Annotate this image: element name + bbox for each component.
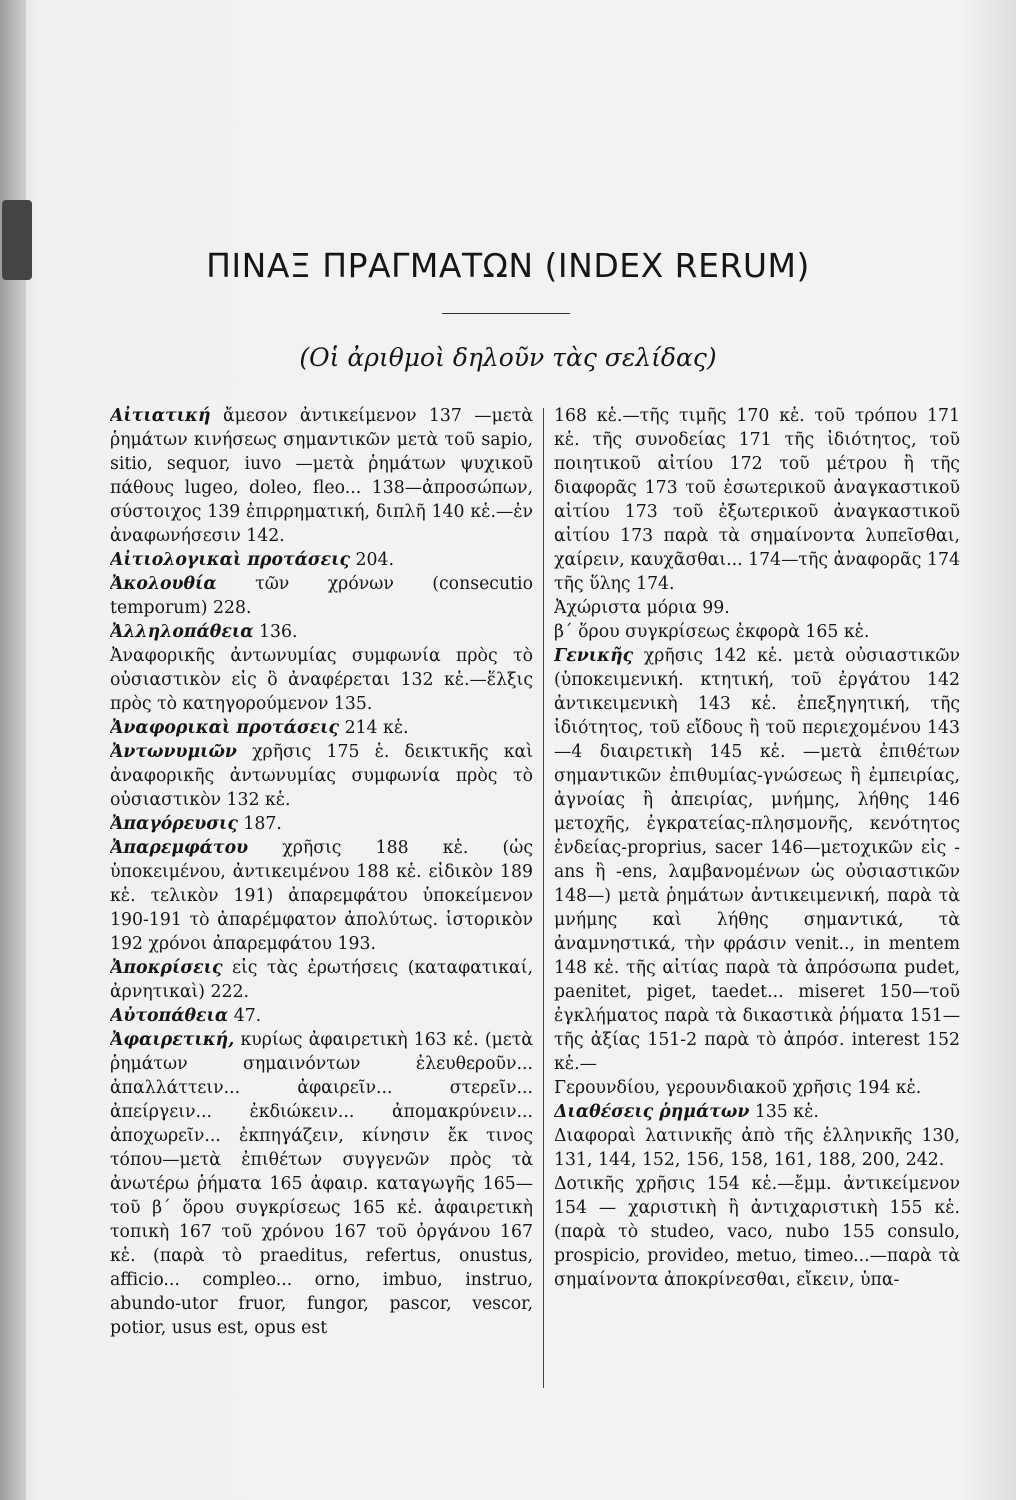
entry-headword: Ἀποκρίσεις	[110, 958, 223, 978]
entry-text: β΄ ὅρου συγκρίσεως ἐκφορὰ 165 κἑ.	[554, 622, 870, 642]
title-divider	[442, 313, 570, 314]
entry-text: εἰς τὰς ἐρωτήσεις (καταφατικαί, ἀρνητικαὶ) 222.	[110, 958, 533, 1002]
entry-text: ἄμεσον ἀντικείμενον 137 —μετὰ ῥημάτων κινήσεως σημαντικῶν μετὰ τοῦ sapio, sitio, sequor, iuvo —μετὰ ῥημάτων ψυχικοῦ πάθους lugeo, doleo, fleo... 138—ἀπροσώπων, σύστοιχος 139 ἐπιρρηματική, διπλῆ 140 κἑ.—ἐν ἀναφωνήσεσιν 142.	[110, 406, 533, 546]
entry-text: χρῆσις 188 κἑ. (ὡς ὑποκειμένου, ἀντικειμένου 188 κἑ. εἰδικὸν 189 κἑ. τελικὸν 191) ἀπαρεμφάτου ὑποκείμενον 190-191 τὸ ἀπαρέμφατον ἀπολύτως. ἱστορικὸν 192 χρόνοι ἀπαρεμφάτου 193.	[110, 838, 533, 954]
index-entry	[554, 1172, 960, 1292]
page-title: ΠΙΝΑΞ ΠΡΑΓΜΑΤΩΝ (INDEX RERUM)	[206, 246, 810, 285]
index-entry	[110, 812, 533, 836]
index-entry	[554, 1100, 960, 1124]
left-column	[110, 404, 533, 1394]
index-entry	[110, 956, 533, 1004]
entry-headword: Ἀκολουθία	[110, 574, 217, 594]
index-entry	[110, 548, 533, 572]
entry-text: Ἀχώριστα μόρια 99.	[554, 598, 730, 618]
entry-text: 135 κἑ.	[749, 1102, 819, 1122]
entry-headword: Γενικῆς	[554, 646, 634, 666]
right-column	[554, 404, 960, 1394]
entry-text: κυρίως ἀφαιρετικὴ 163 κἑ. (μετὰ ῥημάτων σημαινόντων ἐλευθεροῦν... ἀπαλλάττειν... ἀφαιρεῖν... στερεῖν... ἀπείργειν... ἐκδιώκειν... ἀπομακρύνειν... ἀποχωρεῖν... ἐκπηγάζειν, κίνησιν ἔκ τινος τόπου—μετὰ ἐπιθέτων συγγενῶν πρὸς τὰ ἀνωτέρω ῥήματα 165 ἀφαιρ. καταγωγῆς 165—τοῦ β΄ ὅρου συγκρίσεως 165 κἑ. ἀφαιρετικὴ τοπικὴ 167 τοῦ χρόνου 167 τοῦ ὀργάνου 167 κἑ. (παρὰ τὸ praeditus, refertus, onustus, afficio... compleo... orno, imbuo, instruo, abundo-utor fruor, fungor, pascor, vescor, potior, usus est, opus est	[110, 1030, 533, 1338]
entry-headword: Ἀντωνυμιῶν	[110, 742, 237, 762]
page-subtitle: (Οἱ ἀριθμοὶ δηλοῦν τὰς σελίδας)	[299, 343, 717, 372]
index-entry	[110, 836, 533, 956]
index-entry	[554, 644, 960, 1076]
entry-headword: Ἀφαιρετική,	[110, 1030, 235, 1050]
entry-text: 187.	[237, 814, 282, 834]
entry-headword: Αὐτοπάθεια	[110, 1006, 229, 1026]
entry-text: Ἀναφορικῆς ἀντωνυμίας συμφωνία πρὸς τὸ οὐσιαστικὸν εἰς ὃ ἀναφέρεται 132 κἑ.—ἕλξις πρὸς τὸ κατηγορούμενον 135.	[110, 646, 533, 714]
entry-text: χρῆσις 142 κἑ. μετὰ οὐσιαστικῶν (ὑποκειμενική. κτητική, τοῦ ἐργάτου 142 ἀντικειμενικὴ 143 κἑ. ἐπεξηγητική, τῆς ἰδιότητος, τοῦ εἴδους ἢ τοῦ περιεχομένου 143—4 διαιρετικὴ 145 κἑ. —μετὰ ἐπιθέτων σημαντικῶν ἐπιθυμίας-γνώσεως ἢ ἐμπειρίας, ἀγνοίας ἢ ἀπειρίας, μνήμης, λήθης 146 μετοχῆς, ἐγκρατείας-πλησμονῆς, κενότητος ἐνδείας-proprius, sacer 146—μετοχικῶν εἰς -ans ἢ -ens, λαμβανομένων ὡς οὐσιαστικῶν 148—) μετὰ ῥημάτων ἀντικειμενική, παρὰ τὰ μνήμης καὶ λήθης σημαντικά, τὰ ἀναμνηστικά, τὴν φράσιν venit.., in mentem 148 κἑ. τῆς αἰτίας παρὰ τὰ ἀπρόσωπα pudet, paenitet, piget, taedet... miseret 150—τοῦ ἐγκλήματος παρὰ τὰ δικαστικὰ ῥήματα 151—τῆς ἀξίας 151-2 παρὰ τὸ ἀπρόσ. interest 152 κἑ.—	[554, 646, 960, 1074]
index-entry	[110, 620, 533, 644]
index-entry	[110, 1028, 533, 1340]
entry-headword: Ἀναφορικαὶ προτάσεις	[110, 718, 340, 738]
entry-headword: Αἰτιολογικαὶ προτάσεις	[110, 550, 351, 570]
entry-headword: Αἰτιατική	[110, 406, 211, 426]
entry-headword: Ἀπαγόρευσις	[110, 814, 238, 834]
entry-headword: Διαθέσεις ῥημάτων	[554, 1102, 750, 1122]
entry-text: 136.	[253, 622, 298, 642]
column-divider	[543, 408, 544, 1388]
entry-text: 47.	[228, 1006, 262, 1026]
entry-text: 204.	[350, 550, 395, 570]
entry-text: Γερουνδίου, γερουνδιακοῦ χρῆσις 194 κἑ.	[554, 1078, 922, 1098]
index-entry	[554, 404, 960, 596]
index-entry	[554, 596, 960, 620]
entry-text: 168 κἑ.—τῆς τιμῆς 170 κἑ. τοῦ τρόπου 171 κἑ. τῆς συνοδείας 171 τῆς ἰδιότητος, τοῦ ποιητικοῦ αἰτίου 172 τοῦ μέτρου ἢ τῆς διαφορᾶς 173 τοῦ ἐσωτερικοῦ ἀναγκαστικοῦ αἰτίου 173 τοῦ ἐξωτερικοῦ ἀναγκαστικοῦ αἰτίου 173 παρὰ τὰ σημαίνοντα λυπεῖσθαι, χαίρειν, καυχᾶσθαι... 174—τῆς ἀναφορᾶς 174 τῆς ὕλης 174.	[554, 406, 960, 594]
entry-headword: Ἀλληλοπάθεια	[110, 622, 254, 642]
entry-text: χρῆσις 175 ἑ. δεικτικῆς καὶ ἀναφορικῆς ἀντωνυμίας συμφωνία πρὸς τὸ οὐσιαστικὸν 132 κἑ.	[110, 742, 533, 810]
entry-text: Διαφοραὶ λατινικῆς ἀπὸ τῆς ἑλληνικῆς 130, 131, 144, 152, 156, 158, 161, 188, 200, 242.	[554, 1126, 960, 1170]
entry-text: τῶν χρόνων (consecutio temporum) 228.	[110, 574, 533, 618]
index-entry	[554, 1124, 960, 1172]
entry-text: 214 κἑ.	[339, 718, 409, 738]
index-entry	[110, 740, 533, 812]
index-entry	[554, 620, 960, 644]
entry-headword: Ἀπαρεμφάτου	[110, 838, 249, 858]
entry-text: Δοτικῆς χρῆσις 154 κἑ.—ἔμμ. ἀντικείμενον 154 — χαριστικὴ ἢ ἀντιχαριστικὴ 155 κἑ. (παρὰ τὸ studeo, vaco, nubo 155 consulo, prospicio, provideo, metuo, timeo...—παρὰ τὰ σημαίνοντα ἀποκρίνεσθαι, εἴκειν, ὑπα-	[554, 1174, 960, 1290]
index-entry	[110, 716, 533, 740]
index-entry	[110, 644, 533, 716]
index-entry	[554, 1076, 960, 1100]
index-entry	[110, 572, 533, 620]
index-entry	[110, 404, 533, 548]
index-entry	[110, 1004, 533, 1028]
